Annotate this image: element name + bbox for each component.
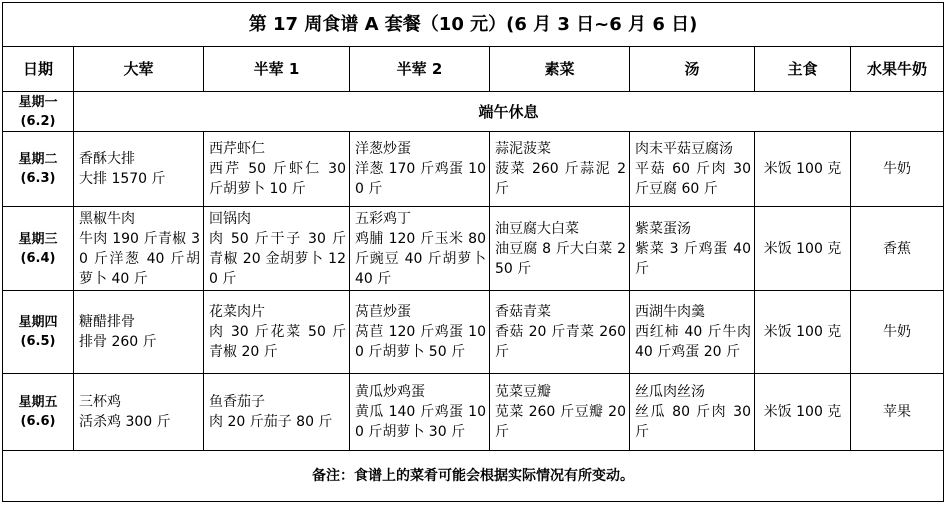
dish-detail: 肉 30 斤花菜 50 斤青椒 20 斤: [209, 324, 346, 360]
dish-name: 香菇青菜: [495, 304, 551, 320]
dish-name: 五彩鸡丁: [355, 210, 411, 227]
header-staple: 主食: [755, 47, 851, 92]
dish-cell: [350, 374, 490, 451]
day-cell: [3, 92, 74, 132]
dish-name: 丝瓜肉丝汤: [635, 384, 705, 400]
dish-name: 回锅肉: [209, 210, 251, 227]
dish-name: 花菜肉片: [209, 304, 265, 320]
fruit-cell: 牛奶: [851, 132, 944, 207]
dish-name: 香酥大排: [79, 151, 135, 167]
dish-cell: [490, 132, 630, 207]
dish-name: 黄瓜炒鸡蛋: [355, 384, 425, 400]
day-date: (6.4): [20, 250, 56, 266]
dish-detail: 洋葱 170 斤鸡蛋 100 斤: [355, 161, 486, 197]
dish-cell: [204, 207, 350, 291]
dish-cell: [350, 207, 490, 291]
dish-name: 肉末平菇豆腐汤: [635, 141, 733, 157]
dish-detail: 活杀鸡 300 斤: [79, 414, 171, 430]
dish-detail: 紫菜 3 斤鸡蛋 40 斤: [635, 240, 751, 277]
dish-detail: 菠菜 260 斤蒜泥 2 斤: [495, 161, 626, 197]
table-row: [3, 132, 944, 207]
dish-cell: [490, 291, 630, 374]
header-main-meat: 大荤: [74, 47, 204, 92]
day-cell: [3, 132, 74, 207]
header-date: 日期: [3, 47, 74, 92]
dish-detail: 黄瓜 140 斤鸡蛋 100 斤胡萝卜 30 斤: [355, 404, 486, 440]
dish-detail: 苋菜 260 斤豆瓣 20 斤: [495, 404, 626, 440]
dish-name: 油豆腐大白菜: [495, 220, 579, 237]
dish-name: 西芹虾仁: [209, 141, 265, 157]
dish-cell: [490, 374, 630, 451]
staple-cell: 米饭 100 克: [755, 207, 851, 291]
day-cell: [3, 374, 74, 451]
dish-detail: 牛肉 190 斤青椒 30 斤洋葱 40 斤胡萝卜 40 斤: [79, 230, 200, 287]
holiday-note: 端午休息: [74, 92, 944, 132]
day-label: 星期一: [18, 94, 58, 110]
dish-cell: [490, 207, 630, 291]
dish-cell: [630, 291, 755, 374]
dish-cell: [204, 374, 350, 451]
day-label: 星期四: [18, 315, 58, 330]
staple-cell: 米饭 100 克: [755, 132, 851, 207]
header-fruit-milk: 水果牛奶: [851, 47, 944, 92]
header-vegetable: 素菜: [490, 47, 630, 92]
dish-cell: [74, 374, 204, 451]
dish-detail: 鸡脯 120 斤玉米 80 斤豌豆 40 斤胡萝卜 40 斤: [355, 230, 486, 287]
dish-name: 紫菜蛋汤: [635, 220, 691, 237]
dish-cell: [630, 374, 755, 451]
dish-name: 莴苣炒蛋: [355, 304, 411, 320]
dish-detail: 西红柿 40 斤牛肉 40 斤鸡蛋 20 斤: [635, 324, 751, 360]
footnote: 备注：食谱上的菜肴可能会根据实际情况有所变动。: [3, 451, 944, 502]
dish-detail: 莴苣 120 斤鸡蛋 100 斤胡萝卜 50 斤: [355, 324, 486, 360]
day-cell: [3, 207, 74, 291]
dish-cell: [350, 291, 490, 374]
dish-name: 西湖牛肉羹: [635, 304, 705, 320]
day-label: 星期五: [18, 395, 58, 410]
dish-name: 苋菜豆瓣: [495, 384, 551, 400]
staple-cell: 米饭 100 克: [755, 291, 851, 374]
staple-cell: 米饭 100 克: [755, 374, 851, 451]
dish-detail: 丝瓜 80 斤肉 30 斤: [635, 404, 751, 440]
fruit-cell: 牛奶: [851, 291, 944, 374]
day-date: (6.6): [20, 414, 56, 429]
day-date: (6.5): [20, 334, 56, 349]
dish-detail: 平菇 60 斤肉 30 斤豆腐 60 斤: [635, 161, 751, 197]
dish-cell: [204, 132, 350, 207]
dish-detail: 大排 1570 斤: [79, 171, 166, 187]
day-label: 星期三: [18, 231, 58, 247]
header-half-meat-1: 半荤 1: [204, 47, 350, 92]
menu-title: 第 17 周食谱 A 套餐（10 元）(6 月 3 日~6 月 6 日): [3, 3, 944, 47]
day-label: 星期二: [18, 152, 58, 167]
dish-name: 三杯鸡: [79, 394, 121, 410]
dish-cell: [630, 132, 755, 207]
day-date: (6.2): [20, 113, 56, 129]
header-soup: 汤: [630, 47, 755, 92]
day-date: (6.3): [20, 171, 56, 186]
dish-cell: [630, 207, 755, 291]
table-row: [3, 291, 944, 374]
dish-name: 黑椒牛肉: [79, 210, 135, 227]
dish-name: 蒜泥菠菜: [495, 141, 551, 157]
dish-cell: [204, 291, 350, 374]
table-row: [3, 207, 944, 291]
dish-detail: 油豆腐 8 斤大白菜 250 斤: [495, 240, 626, 277]
dish-detail: 西芹 50 斤虾仁 30 斤胡萝卜 10 斤: [209, 161, 346, 197]
table-row: [3, 374, 944, 451]
dish-cell: [74, 207, 204, 291]
dish-name: 鱼香茄子: [209, 394, 265, 410]
menu-table: [2, 2, 944, 502]
day-cell: [3, 291, 74, 374]
dish-detail: 香菇 20 斤青菜 260 斤: [495, 324, 626, 360]
header-half-meat-2: 半荤 2: [350, 47, 490, 92]
fruit-cell: 香蕉: [851, 207, 944, 291]
dish-name: 糖醋排骨: [79, 314, 135, 330]
dish-name: 洋葱炒蛋: [355, 141, 411, 157]
dish-detail: 肉 50 斤干子 30 斤青椒 20 金胡萝卜 120 斤: [209, 230, 346, 287]
table-row: [3, 92, 944, 132]
dish-cell: [74, 132, 204, 207]
dish-detail: 排骨 260 斤: [79, 334, 157, 350]
dish-detail: 肉 20 斤茄子 80 斤: [209, 414, 333, 430]
dish-cell: [350, 132, 490, 207]
fruit-cell: 苹果: [851, 374, 944, 451]
dish-cell: [74, 291, 204, 374]
